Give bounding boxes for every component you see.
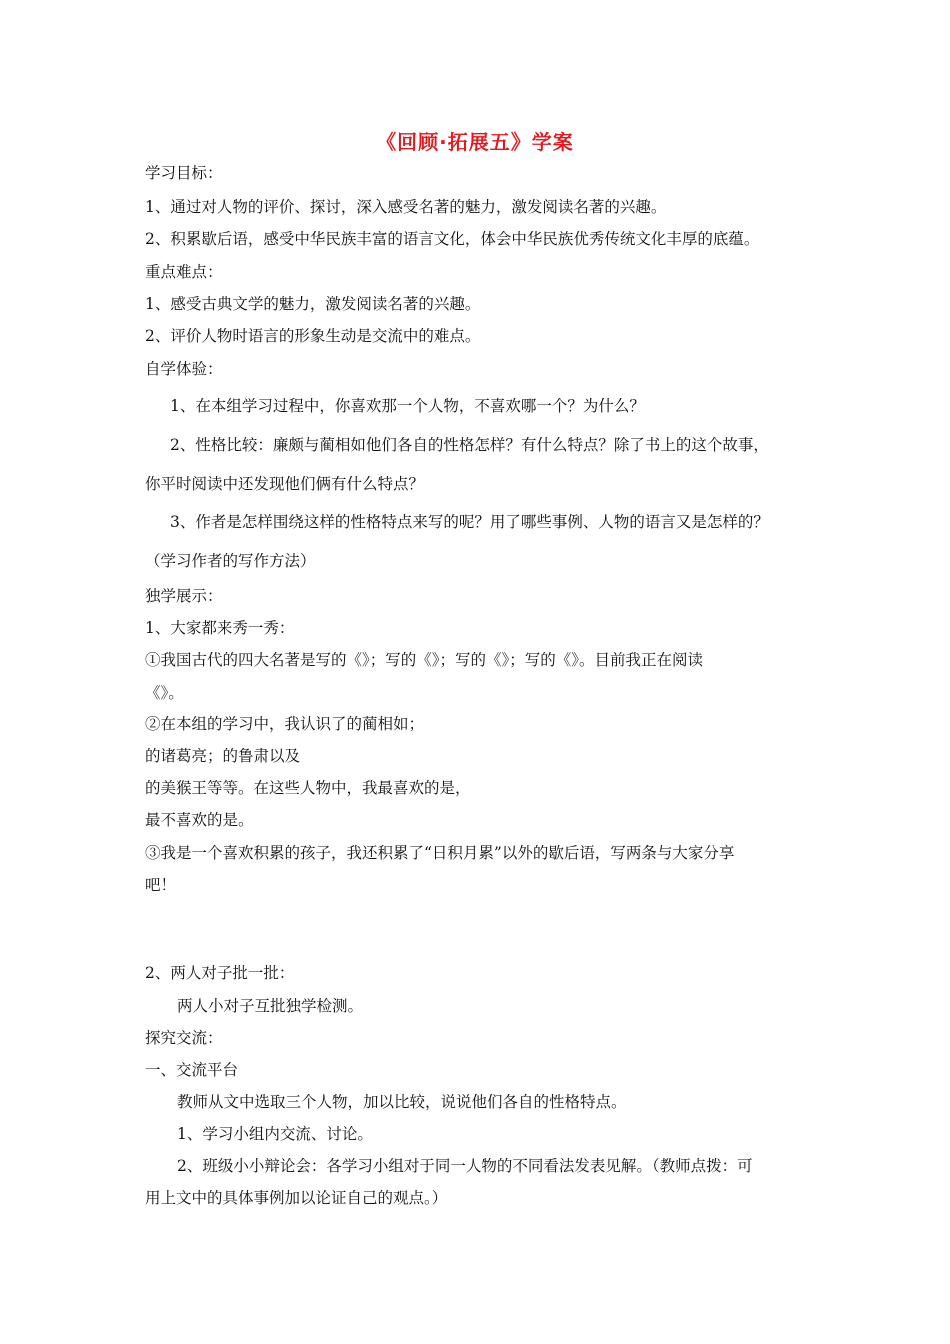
inquiry-step-1: 1、学习小组内交流、讨论。 xyxy=(177,1125,373,1143)
inquiry-instruction: 教师从文中选取三个人物，加以比较，说说他们各自的性格特点。 xyxy=(177,1093,627,1111)
fill-in-item-2-line-4: 最不喜欢的是。 xyxy=(145,811,254,829)
display-item-2-detail: 两人小对子互批独学检测。 xyxy=(177,997,364,1015)
objective-item-2: 2、积累歇后语，感受中华民族丰富的语言文化，体会中华民族优秀传统文化丰厚的底蕴。 xyxy=(145,230,760,248)
fill-in-item-1: ①我国古代的四大名著是写的《》；写的《》；写的《》；写的《》。目前我正在阅读 xyxy=(145,651,704,669)
display-item-1: 1、大家都来秀一秀： xyxy=(145,619,295,637)
self-study-question-1: 1、在本组学习过程中，你喜欢那一个人物，不喜欢哪一个？为什么？ xyxy=(170,397,645,415)
inquiry-step-2-cont: 用上文中的具体事例加以论证自己的观点。） xyxy=(145,1189,448,1207)
display-item-2: 2、两人对子批一批： xyxy=(145,964,295,982)
inquiry-step-2: 2、班级小小辩论会：各学习小组对于同一人物的不同看法发表见解。（教师点拨：可 xyxy=(177,1157,753,1175)
section-heading-key-points: 重点难点： xyxy=(145,263,223,281)
key-point-item-1: 1、感受古典文学的魅力，激发阅读名著的兴趣。 xyxy=(145,295,481,313)
self-study-note: （学习作者的写作方法） xyxy=(145,552,316,570)
section-heading-self-study: 自学体验： xyxy=(145,360,223,378)
inquiry-subheading: 一、交流平台 xyxy=(145,1061,239,1079)
fill-in-item-2-line-2: 的诸葛亮；的鲁肃以及 xyxy=(145,747,301,765)
self-study-question-3: 3、作者是怎样围绕这样的性格特点来写的呢？用了哪些事例、人物的语言又是怎样的？ xyxy=(170,513,769,531)
fill-in-item-1-cont: 《》。 xyxy=(145,684,184,702)
self-study-question-2: 2、性格比较：廉颇与蔺相如他们各自的性格怎样？有什么特点？除了书上的这个故事， xyxy=(170,436,769,454)
document-title: 《回顾·拓展五》学案 xyxy=(376,130,574,154)
section-heading-inquiry: 探究交流： xyxy=(145,1029,223,1047)
section-heading-objectives: 学习目标： xyxy=(145,164,223,182)
fill-in-item-2-line-3: 的美猴王等等。在这些人物中，我最喜欢的是， xyxy=(145,779,471,797)
key-point-item-2: 2、评价人物时语言的形象生动是交流中的难点。 xyxy=(145,327,481,345)
section-heading-independent-display: 独学展示： xyxy=(145,587,223,605)
objective-item-1: 1、通过对人物的评价、探讨，深入感受名著的魅力，激发阅读名著的兴趣。 xyxy=(145,198,667,216)
fill-in-item-2: ②在本组的学习中，我认识了的蔺相如； xyxy=(145,715,425,733)
self-study-question-2-cont: 你平时阅读中还发现他们俩有什么特点？ xyxy=(145,475,425,493)
fill-in-item-3: ③我是一个喜欢积累的孩子，我还积累了“日积月累”以外的歇后语，写两条与大家分享 xyxy=(145,844,735,862)
fill-in-item-3-cont: 吧！ xyxy=(145,876,177,894)
